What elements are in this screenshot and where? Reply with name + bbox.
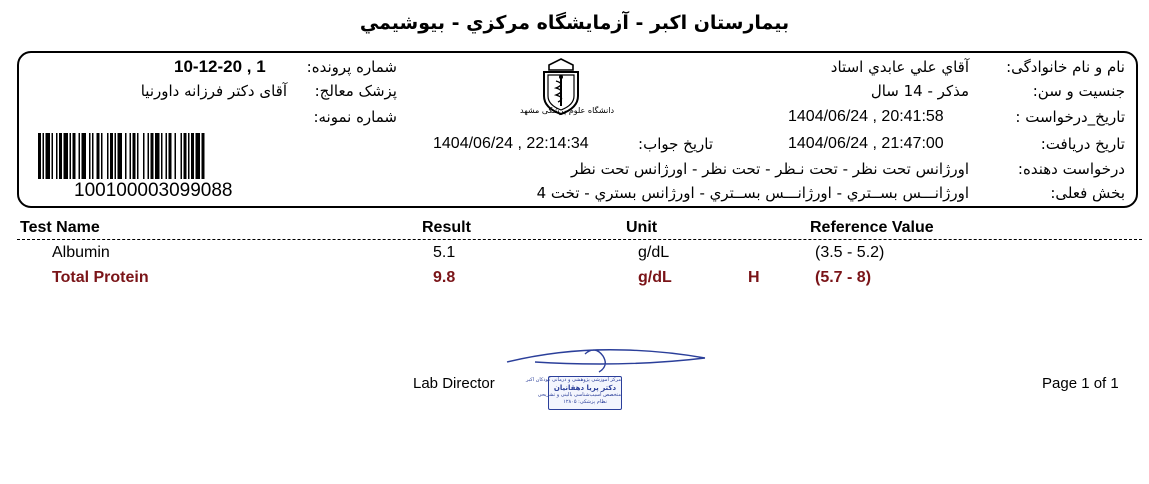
col-result: Result (422, 219, 471, 236)
barcode-bar (155, 133, 160, 179)
barcode-bar (130, 133, 132, 179)
barcode-bar (125, 133, 127, 179)
header-divider (17, 239, 1142, 240)
col-unit: Unit (626, 219, 658, 236)
page-number: Page 1 of 1 (1042, 375, 1119, 392)
barcode-bar (196, 133, 201, 179)
col-reference: Reference Value (810, 219, 934, 236)
barcode-bar (151, 133, 154, 179)
barcode-number: 100100003099088 (74, 180, 233, 201)
stamp-line: مرکز آموزشی پژوهشی و درمانی کودکان اکبر (526, 377, 621, 383)
barcode-bar (46, 133, 51, 179)
name-label: نام و نام خانوادگی: (1006, 58, 1125, 76)
logo-caption: دانشگاه علوم پزشکی مشهد (520, 106, 615, 115)
row-result: 9.8 (433, 269, 456, 286)
barcode-bar (89, 133, 91, 179)
page-title: بيمارستان اكبر - آزمايشگاه مركزي - بيوشيمي (359, 12, 790, 34)
barcode-bar (59, 133, 62, 179)
barcode-bar (191, 133, 194, 179)
barcode-bar (133, 133, 136, 179)
gender-age-value: مذکر - 14 سال (870, 82, 969, 100)
barcode-bar (202, 133, 205, 179)
barcode-bar (181, 133, 183, 179)
sample-no-label: شماره نمونه: (313, 108, 397, 126)
lab-stamp (526, 376, 622, 410)
row-result: 5.1 (433, 244, 456, 261)
barcode-bar (73, 133, 76, 179)
physician-value: آقای دکتر فرزانه داورنیا (140, 82, 287, 100)
request-date-value: 1404/06/24 , 20:41:58 (788, 108, 944, 125)
barcode-bar (70, 133, 72, 179)
barcode-bar (115, 133, 117, 179)
row-reference: (5.7 - 8) (815, 269, 872, 286)
row-flag: H (748, 269, 760, 286)
barcode-bar (97, 133, 100, 179)
stamp-line: نظام پزشکی: ۱۲۸۰۵ (563, 399, 607, 405)
barcode-bar (56, 133, 58, 179)
barcode-bar (175, 133, 177, 179)
barcode-bar (38, 133, 41, 179)
barcode-bar (118, 133, 123, 179)
barcode-bar (137, 133, 139, 179)
ward-label: بخش فعلی: (1050, 184, 1125, 202)
name-value: آقاي علي عابدي استاد (830, 58, 969, 76)
barcode-bar (166, 133, 168, 179)
barcode-bar (43, 133, 45, 179)
barcode (38, 133, 296, 179)
signature-icon (505, 342, 710, 378)
row-reference: (3.5 - 5.2) (815, 244, 885, 261)
row-unit: g/dL (638, 269, 672, 286)
barcode-bar (184, 133, 187, 179)
receive-date-label: تاریخ دریافت: (1040, 135, 1125, 153)
ward-value: اورژانـــس بســتري - اورژانـــس بســتري - اورژانس بستري - تخت 4 (536, 184, 969, 202)
barcode-bar (79, 133, 81, 179)
file-no-label: شماره پرونده: (306, 58, 397, 76)
col-test-name: Test Name (20, 219, 100, 236)
gender-age-label: جنسیت و سن: (1032, 82, 1125, 100)
barcode-bar (82, 133, 87, 179)
row-test: Total Protein (52, 269, 149, 286)
request-date-label: تاریخ_درخواست : (1015, 108, 1125, 126)
requester-value: اورژانس تحت نظر - تحت نـظر - تحت نظر - اورژانس تحت نظر (571, 160, 969, 178)
barcode-bar (148, 133, 150, 179)
barcode-bar (101, 133, 103, 179)
stamp-line: دکتر پریا دهقانیان (553, 384, 617, 392)
barcode-bar (110, 133, 113, 179)
barcode-bar (188, 133, 190, 179)
barcode-bar (143, 133, 145, 179)
barcode-bar (161, 133, 163, 179)
file-no-value: 10-12-20 , 1 (174, 57, 266, 76)
barcode-bar (169, 133, 172, 179)
lab-director-label: Lab Director (413, 375, 495, 392)
barcode-bar (64, 133, 69, 179)
receive-date-value: 1404/06/24 , 21:47:00 (788, 135, 944, 152)
requester-label: درخواست دهنده: (1017, 160, 1125, 178)
row-unit: g/dL (638, 244, 670, 261)
stamp-line: متخصص آسیب‌شناسی بالینی و تشریحی (537, 392, 621, 398)
barcode-bar (52, 133, 54, 179)
physician-label: پزشک معالج: (314, 82, 397, 100)
answer-date-label: تاریخ جواب: (638, 135, 713, 153)
barcode-bar (107, 133, 109, 179)
barcode-bar (92, 133, 94, 179)
row-test: Albumin (52, 244, 110, 261)
answer-date-value: 1404/06/24 , 22:14:34 (433, 135, 589, 152)
